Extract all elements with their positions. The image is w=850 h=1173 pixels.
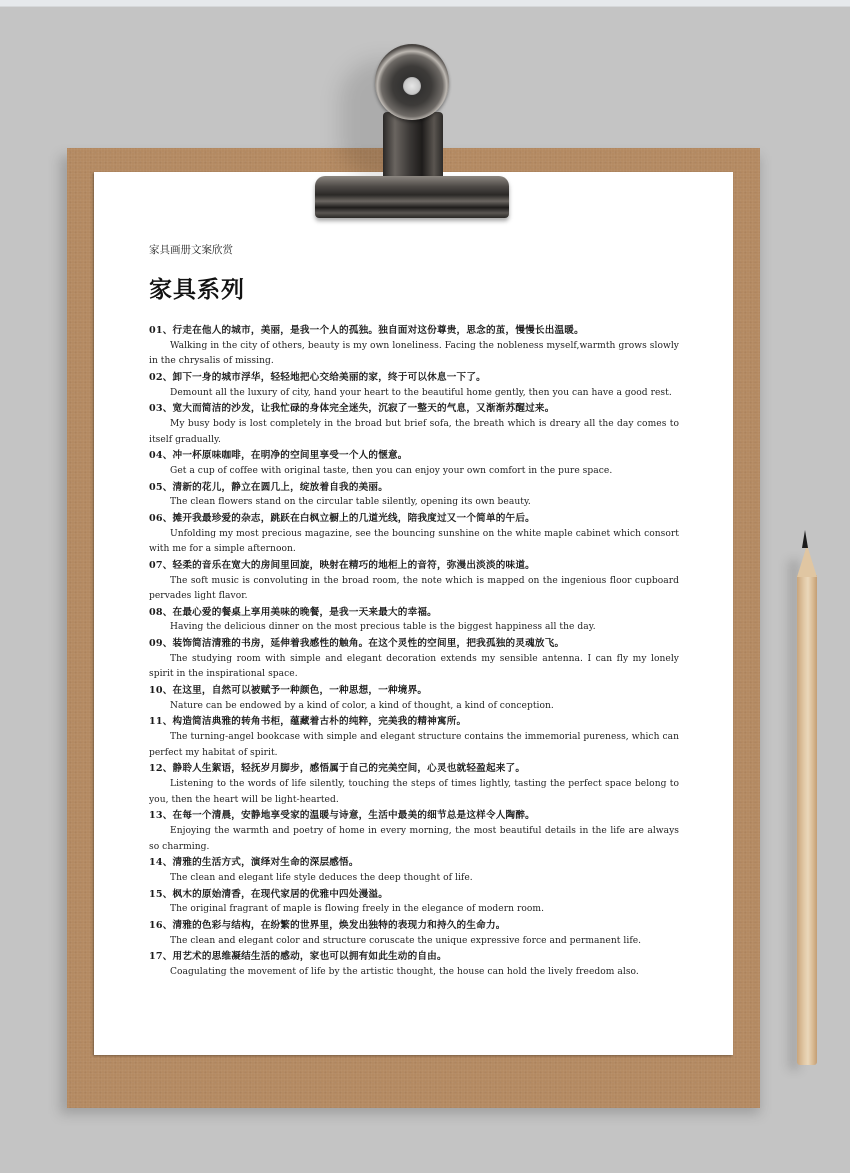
item-english: The clean and elegant life style deduces the deep thought of life. <box>170 872 473 883</box>
pencil-icon <box>797 575 817 1065</box>
item-english: The studying room with simple and elegant decoration extends my sensible antenna. I can fly my lonely spirit in the inspirational space. <box>149 653 679 680</box>
item-chinese: 07、轻柔的音乐在宽大的房间里回旋，映射在精巧的地柜上的音符，弥漫出淡淡的味道。 <box>149 559 535 571</box>
item-english: The clean flowers stand on the circular table silently, opening its own beauty. <box>170 497 531 508</box>
item-chinese: 10、在这里，自然可以被赋予一种颜色，一种思想，一种境界。 <box>149 685 428 697</box>
pencil-tip <box>797 545 817 577</box>
item-english: Demount all the luxury of city, hand your heart to the beautiful home gently, then you can have a good rest. <box>170 387 672 398</box>
item-chinese: 06、摊开我最珍爱的杂志，跳跃在白枫立橱上的几道光线，陪我度过又一个简单的午后。 <box>149 512 535 524</box>
item-chinese: 11、构造简洁典雅的转角书柜，蕴藏着古朴的纯粹，完美我的精神寓所。 <box>149 716 467 728</box>
binder-clip-jaw <box>315 176 509 218</box>
item-english: Unfolding my most precious magazine, see the bouncing sunshine on the white maple cabinet which consort with me for a simple afternoon. <box>149 528 679 555</box>
item-english: The original fragrant of maple is flowing freely in the elegance of modern room. <box>170 904 545 915</box>
document <box>149 242 679 981</box>
document-subtitle: 家具画册文案欣赏 <box>149 244 233 256</box>
list-item <box>149 480 679 511</box>
item-chinese: 08、在最心爱的餐桌上享用美味的晚餐，是我一天来最大的幸福。 <box>149 606 437 618</box>
list-item <box>149 949 679 980</box>
list-item <box>149 636 679 683</box>
list-item <box>149 448 679 479</box>
top-strip <box>0 0 850 7</box>
list-item <box>149 761 679 808</box>
list-item <box>149 511 679 558</box>
list-item <box>149 323 679 370</box>
item-english: My busy body is lost completely in the broad but brief sofa, the breath which is dreary all the day comes to itself gradually. <box>149 418 679 445</box>
item-chinese: 04、冲一杯原味咖啡，在明净的空间里享受一个人的惬意。 <box>149 450 408 462</box>
item-chinese: 03、宽大而简洁的沙发，让我忙碌的身体完全迷失，沉寂了一整天的气息，又渐渐苏醒过来。 <box>149 403 555 415</box>
item-chinese: 14、清雅的生活方式，演绎对生命的深层感悟。 <box>149 857 359 869</box>
item-chinese: 15、枫木的原始清香，在现代家居的优雅中四处漫溢。 <box>149 888 389 900</box>
list-item <box>149 714 679 761</box>
item-chinese: 13、在每一个清晨，安静地享受家的温暖与诗意，生活中最美的细节总是这样令人陶醉。 <box>149 810 535 822</box>
item-chinese: 01、行走在他人的城市，美丽，是我一个人的孤独。独自面对这份尊贵，思念的茧，慢慢长出温暖。 <box>149 325 584 336</box>
list-item <box>149 401 679 448</box>
list-item <box>149 683 679 714</box>
binder-clip-hole <box>403 77 421 95</box>
item-english: Nature can be endowed by a kind of color, a kind of thought, a kind of conception. <box>170 700 554 711</box>
pencil-lead <box>802 530 808 548</box>
item-chinese: 16、清雅的色彩与结构，在纷繁的世界里，焕发出独特的表现力和持久的生命力。 <box>149 919 506 931</box>
list-item <box>149 370 679 401</box>
item-english: Coagulating the movement of life by the artistic thought, the house can hold the lively freedom also. <box>170 966 639 977</box>
item-chinese: 12、静聆人生絮语，轻抚岁月脚步，感悟属于自己的完美空间，心灵也就轻盈起来了。 <box>149 763 526 775</box>
item-english: Get a cup of coffee with original taste, then you can enjoy your own comfort in the pure space. <box>170 465 613 476</box>
item-chinese: 17、用艺术的思维凝结生活的感动，家也可以拥有如此生动的自由。 <box>149 951 447 963</box>
list-item <box>149 887 679 918</box>
item-english: Listening to the words of life silently, touching the steps of times lightly, tasting the perfect space belong to you, then the heart will be light-hearted. <box>149 779 679 805</box>
item-english: The turning-angel bookcase with simple and elegant structure contains the immemorial pureness, which can perfect my habitat of spirit. <box>149 732 679 758</box>
item-english: Walking in the city of others, beauty is my own loneliness. Facing the nobleness myself,warmth grows slowly in the chrysalis of missing. <box>149 340 679 367</box>
item-english: The soft music is convoluting in the broad room, the note which is mapped on the ingenious floor cupboard pervades light flavor. <box>149 575 679 602</box>
list-item <box>149 855 679 886</box>
list-item <box>149 808 679 855</box>
item-english: Having the delicious dinner on the most precious table is the biggest happiness all the day. <box>170 622 596 633</box>
item-english: Enjoying the warmth and poetry of home in every morning, the most beautiful details in the life are always so charming. <box>149 826 679 852</box>
item-english: The clean and elegant color and structure coruscate the unique expressive force and permanent life. <box>170 935 642 946</box>
item-chinese: 02、卸下一身的城市浮华，轻轻地把心交给美丽的家，终于可以休息一下了。 <box>149 371 486 383</box>
item-chinese: 09、装饰简洁清雅的书房，延伸着我感性的触角。在这个灵性的空间里，把我孤独的灵魂放飞。 <box>149 638 565 650</box>
document-title: 家具系列 <box>149 276 245 303</box>
list-item <box>149 918 679 949</box>
list-item <box>149 558 679 605</box>
list-item <box>149 605 679 636</box>
copy-list <box>149 323 679 981</box>
binder-clip-neck <box>383 112 443 182</box>
item-chinese: 05、清新的花儿，静立在圆几上，绽放着自我的美丽。 <box>149 481 389 493</box>
